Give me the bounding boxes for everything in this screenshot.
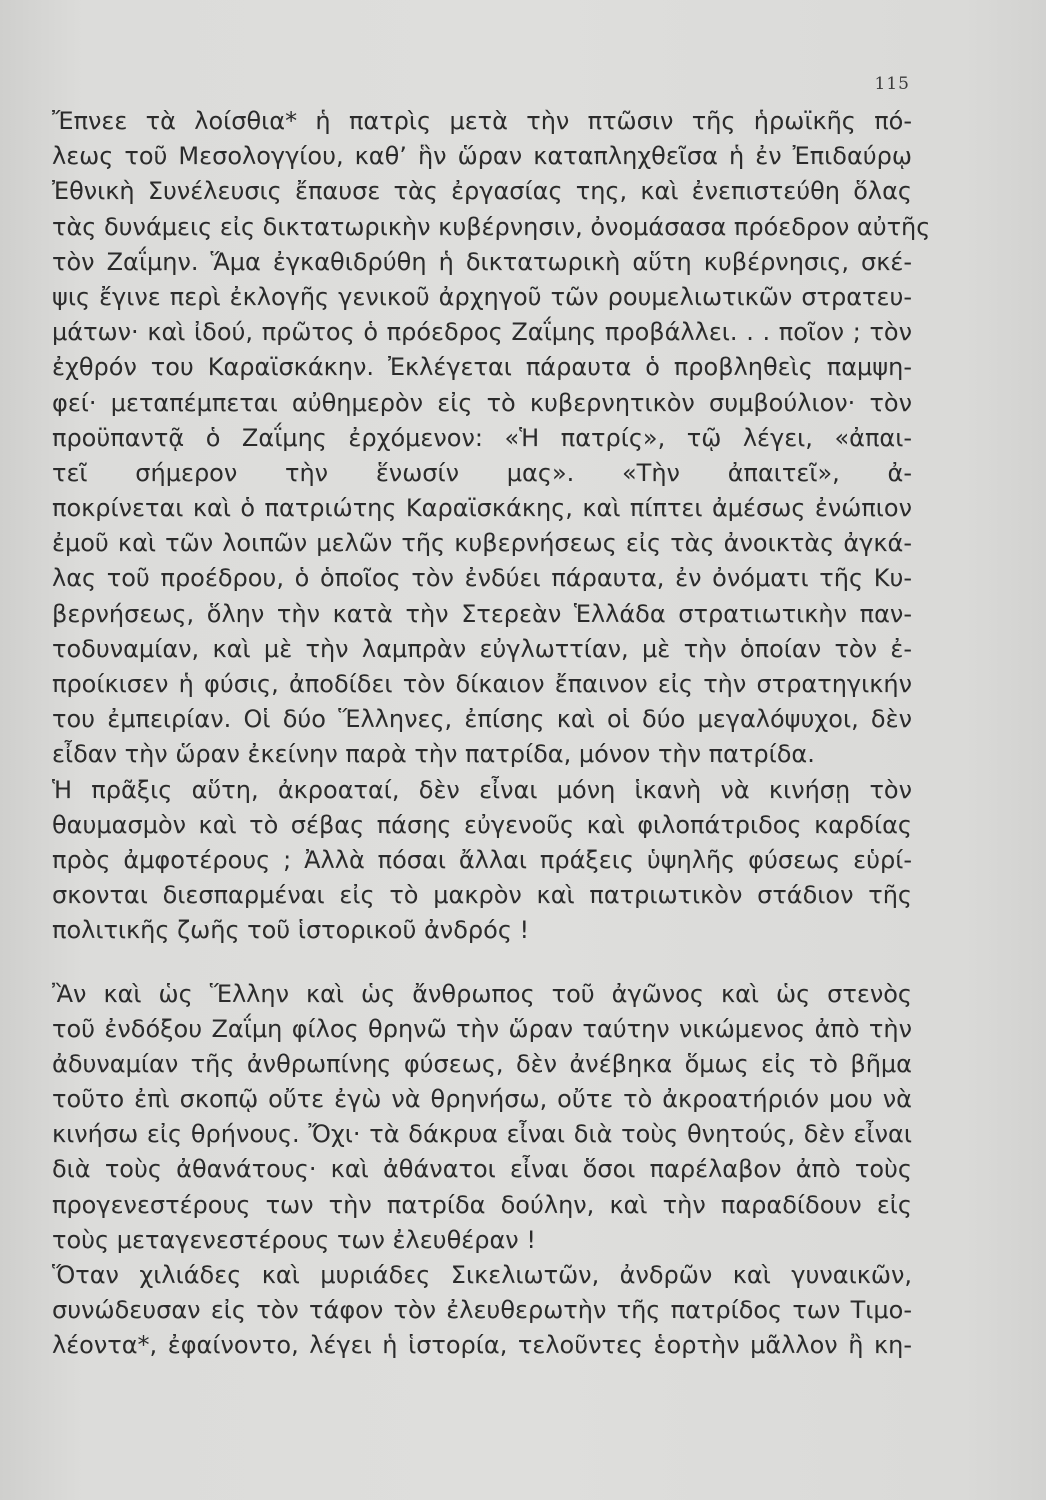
text-line: κινήσω εἰς θρήνους. Ὄχι· τὰ δάκρυα εἶναι διὰ τοὺς θνητούς, δὲν εἶναι [52, 1120, 912, 1149]
page-number: 115 [874, 74, 910, 94]
text-line: Ἡ πρᾶξις αὕτη, ἀκροαταί, δὲν εἶναι μόνη ἱκανὴ νὰ κινήσῃ τὸν [52, 775, 912, 804]
text-line: τοῦ ἐνδόξου Ζαΐμη φίλος θρηνῶ τὴν ὥραν ταύτην νικώμενος ἀπὸ τὴν [52, 1014, 912, 1043]
text-line: Ἐθνικὴ Συνέλευσις ἔπαυσε τὰς ἐργασίας της, καὶ ἐνεπιστεύθη ὅλας [52, 177, 912, 206]
text-line: βερνήσεως, ὅλην τὴν κατὰ τὴν Στερεὰν Ἑλλάδα στρατιωτικὴν παν- [52, 599, 912, 628]
text-line: τὰς δυνάμεις εἰς δικτατωρικὴν κυβέρνησιν, ὀνομάσασα πρόεδρον αὐτῆς [52, 212, 931, 241]
paragraph-1 [52, 104, 931, 773]
text-line: Ἔπνεε τὰ λοίσθια* ἡ πατρὶς μετὰ τὴν πτῶσιν τῆς ἡρωϊκῆς πό- [52, 107, 912, 135]
text-line: Ἂν καὶ ὡς Ἕλλην καὶ ὡς ἄνθρωπος τοῦ ἀγῶνος καὶ ὡς στενὸς [52, 979, 912, 1008]
text-line: προϋπαντᾷ ὁ Ζαΐμης ἐρχόμενον: «Ἡ πατρίς», τῷ λέγει, «ἀπαι- [52, 423, 912, 452]
text-line: ἀδυναμίαν τῆς ἀνθρωπίνης φύσεως, δὲν ἀνέβηκα ὅμως εἰς τὸ βῆμα [52, 1049, 912, 1078]
text-line: φεί· μεταπέμπεται αὐθημερὸν εἰς τὸ κυβερνητικὸν συμβούλιον· τὸν [52, 388, 912, 417]
text-line: πρὸς ἀμφοτέρους ; Ἀλλὰ πόσαι ἄλλαι πράξεις ὑψηλῆς φύσεως εὑρί- [52, 845, 912, 874]
text-line: ποκρίνεται καὶ ὁ πατριώτης Καραϊσκάκης, καὶ πίπτει ἀμέσως ἐνώπιον [52, 494, 912, 523]
text-line: τοῦτο ἐπὶ σκοπῷ οὔτε ἐγὼ νὰ θρηνήσω, οὔτε τὸ ἀκροατήριόν μου νὰ [52, 1085, 912, 1114]
text-line: τὸν Ζαΐμην. Ἅμα ἐγκαθιδρύθη ἡ δικτατωρικὴ αὕτη κυβέρνησις, σκέ- [52, 247, 912, 276]
paragraph-2 [52, 773, 912, 949]
text-line: λας τοῦ προέδρου, ὁ ὁποῖος τὸν ἐνδύει πάραυτα, ἐν ὀνόματι τῆς Κυ- [52, 564, 912, 593]
text-line: Ὅταν χιλιάδες καὶ μυριάδες Σικελιωτῶν, ἀνδρῶν καὶ γυναικῶν, [52, 1261, 912, 1289]
text-line: τοὺς μεταγενεστέρους των ἐλευθέραν ! [52, 1225, 536, 1254]
text-line: του ἐμπειρίαν. Οἱ δύο Ἕλληνες, ἐπίσης καὶ οἱ δύο μεγαλόψυχοι, δὲν [52, 705, 912, 734]
text-line: ἐμοῦ καὶ τῶν λοιπῶν μελῶν τῆς κυβερνήσεως εἰς τὰς ἀνοικτὰς ἀγκά- [52, 529, 912, 558]
text-line: συνώδευσαν εἰς τὸν τάφον τὸν ἐλευθερωτὴν τῆς πατρίδος των Τιμο- [52, 1296, 912, 1325]
text-line: ψις ἔγινε περὶ ἐκλογῆς γενικοῦ ἀρχηγοῦ τῶν ρουμελιωτικῶν στρατευ- [52, 282, 912, 311]
text-line: προίκισεν ἡ φύσις, ἀποδίδει τὸν δίκαιον ἔπαινον εἰς τὴν στρατηγικήν [52, 670, 912, 698]
text-line: πολιτικῆς ζωῆς τοῦ ἱστορικοῦ ἀνδρός ! [52, 916, 530, 945]
paragraph-3 [52, 977, 912, 1259]
paragraph-4 [52, 1258, 912, 1364]
text-line: θαυμασμὸν καὶ τὸ σέβας πάσης εὐγενοῦς καὶ φιλοπάτριδος καρδίας [52, 810, 912, 839]
text-line: εἶδαν τὴν ὥραν ἐκείνην παρὰ τὴν πατρίδα, μόνον τὴν πατρίδα. [52, 740, 815, 769]
text-line: λέοντα*, ἐφαίνοντο, λέγει ἡ ἱστορία, τελοῦντες ἑορτὴν μᾶλλον ἢ κη- [52, 1331, 912, 1360]
body-text [52, 104, 931, 1364]
text-line: προγενεστέρους των τὴν πατρίδα δούλην, καὶ τὴν παραδίδουν εἰς [52, 1190, 912, 1219]
text-line: διὰ τοὺς ἀθανάτους· καὶ ἀθάνατοι εἶναι ὅσοι παρέλαβον ἀπὸ τοὺς [52, 1155, 912, 1184]
text-line: ἐχθρόν του Καραϊσκάκην. Ἐκλέγεται πάραυτα ὁ προβληθεὶς παμψη- [52, 353, 912, 382]
text-line: λεως τοῦ Μεσολογγίου, καθ’ ἣν ὥραν καταπληχθεῖσα ἡ ἐν Ἐπιδαύρῳ [52, 142, 912, 171]
text-line: τεῖ σήμερον τὴν ἕνωσίν μας». «Τὴν ἀπαιτεῖ», ἀ- [52, 458, 912, 487]
text-line: μάτων· καὶ ἰδού, πρῶτος ὁ πρόεδρος Ζαΐμης προβάλλει. . . ποῖον ; τὸν [52, 318, 912, 347]
text-line: σκονται διεσπαρμέναι εἰς τὸ μακρὸν καὶ πατριωτικὸν στάδιον τῆς [52, 881, 912, 910]
text-line: τοδυναμίαν, καὶ μὲ τὴν λαμπρὰν εὐγλωττίαν, μὲ τὴν ὁποίαν τὸν ἐ- [52, 634, 912, 663]
